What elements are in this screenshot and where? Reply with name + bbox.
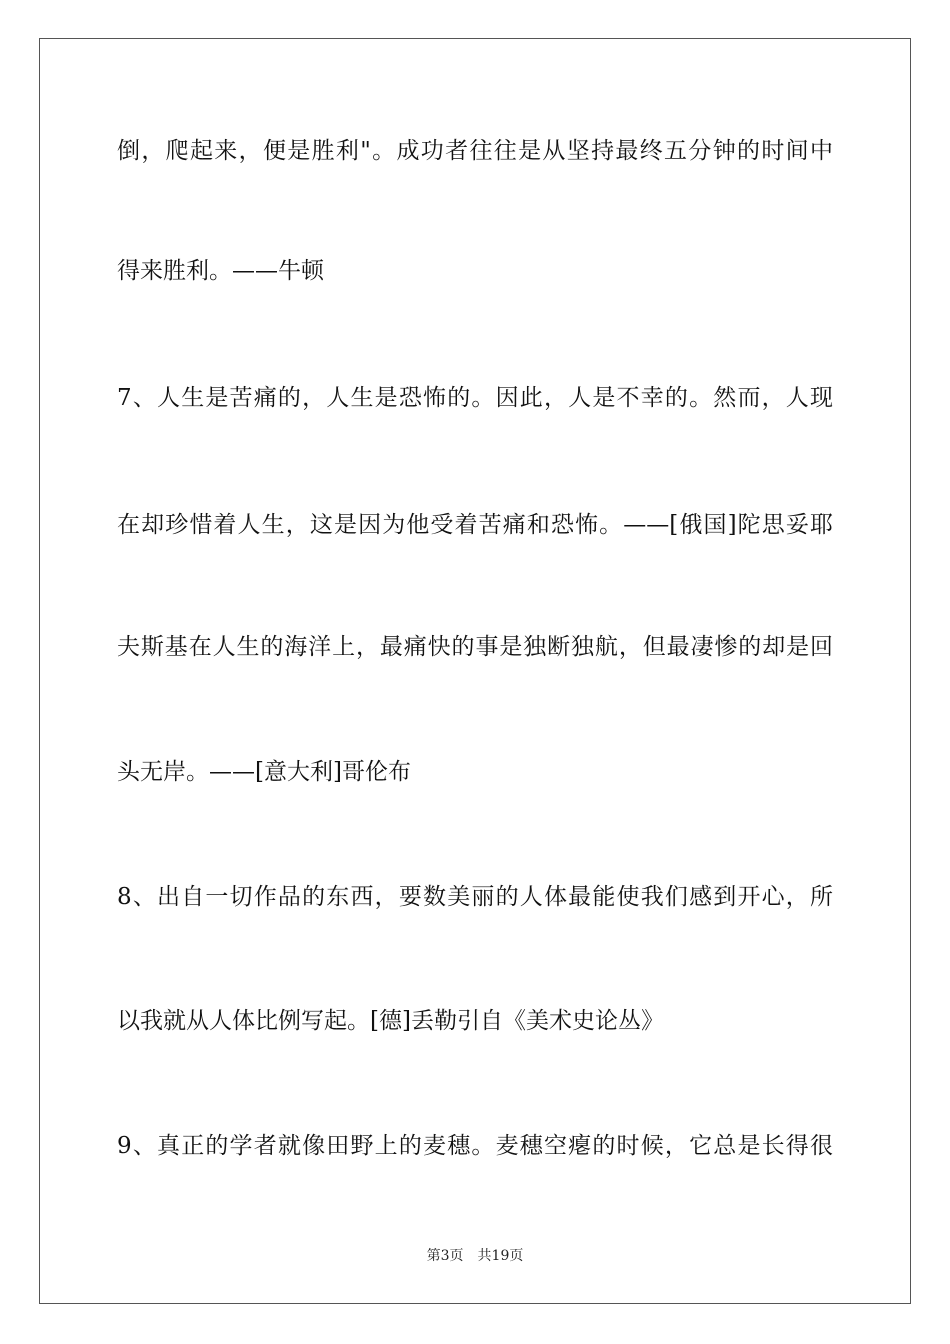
text-line-5: 夫斯基在人生的海洋上，最痛快的事是独断独航，但最凄惨的却是回	[117, 634, 833, 660]
text-line-3: 7、人生是苦痛的，人生是恐怖的。因此，人是不幸的。然而，人现	[117, 385, 833, 411]
text-line-4: 在却珍惜着人生，这是因为他受着苦痛和恐怖。——[俄国]陀思妥耶	[117, 512, 833, 538]
text-line-1: 倒，爬起来，便是胜利"。成功者往往是从坚持最终五分钟的时间中	[117, 138, 833, 164]
page-number: 第3页	[426, 1248, 464, 1264]
page-footer	[0, 1247, 950, 1265]
text-line-6: 头无岸。——[意大利]哥伦布	[117, 759, 411, 785]
text-line-8: 以我就从人体比例写起。[德]丢勒引自《美术史论丛》	[117, 1008, 664, 1034]
text-line-9: 9、真正的学者就像田野上的麦穗。麦穗空瘪的时候，它总是长得很	[117, 1133, 833, 1159]
text-line-2: 得来胜利。——牛顿	[117, 258, 324, 284]
page-frame	[39, 38, 911, 1304]
page-total: 共19页	[477, 1248, 524, 1264]
text-line-7: 8、出自一切作品的东西，要数美丽的人体最能使我们感到开心，所	[117, 884, 833, 910]
